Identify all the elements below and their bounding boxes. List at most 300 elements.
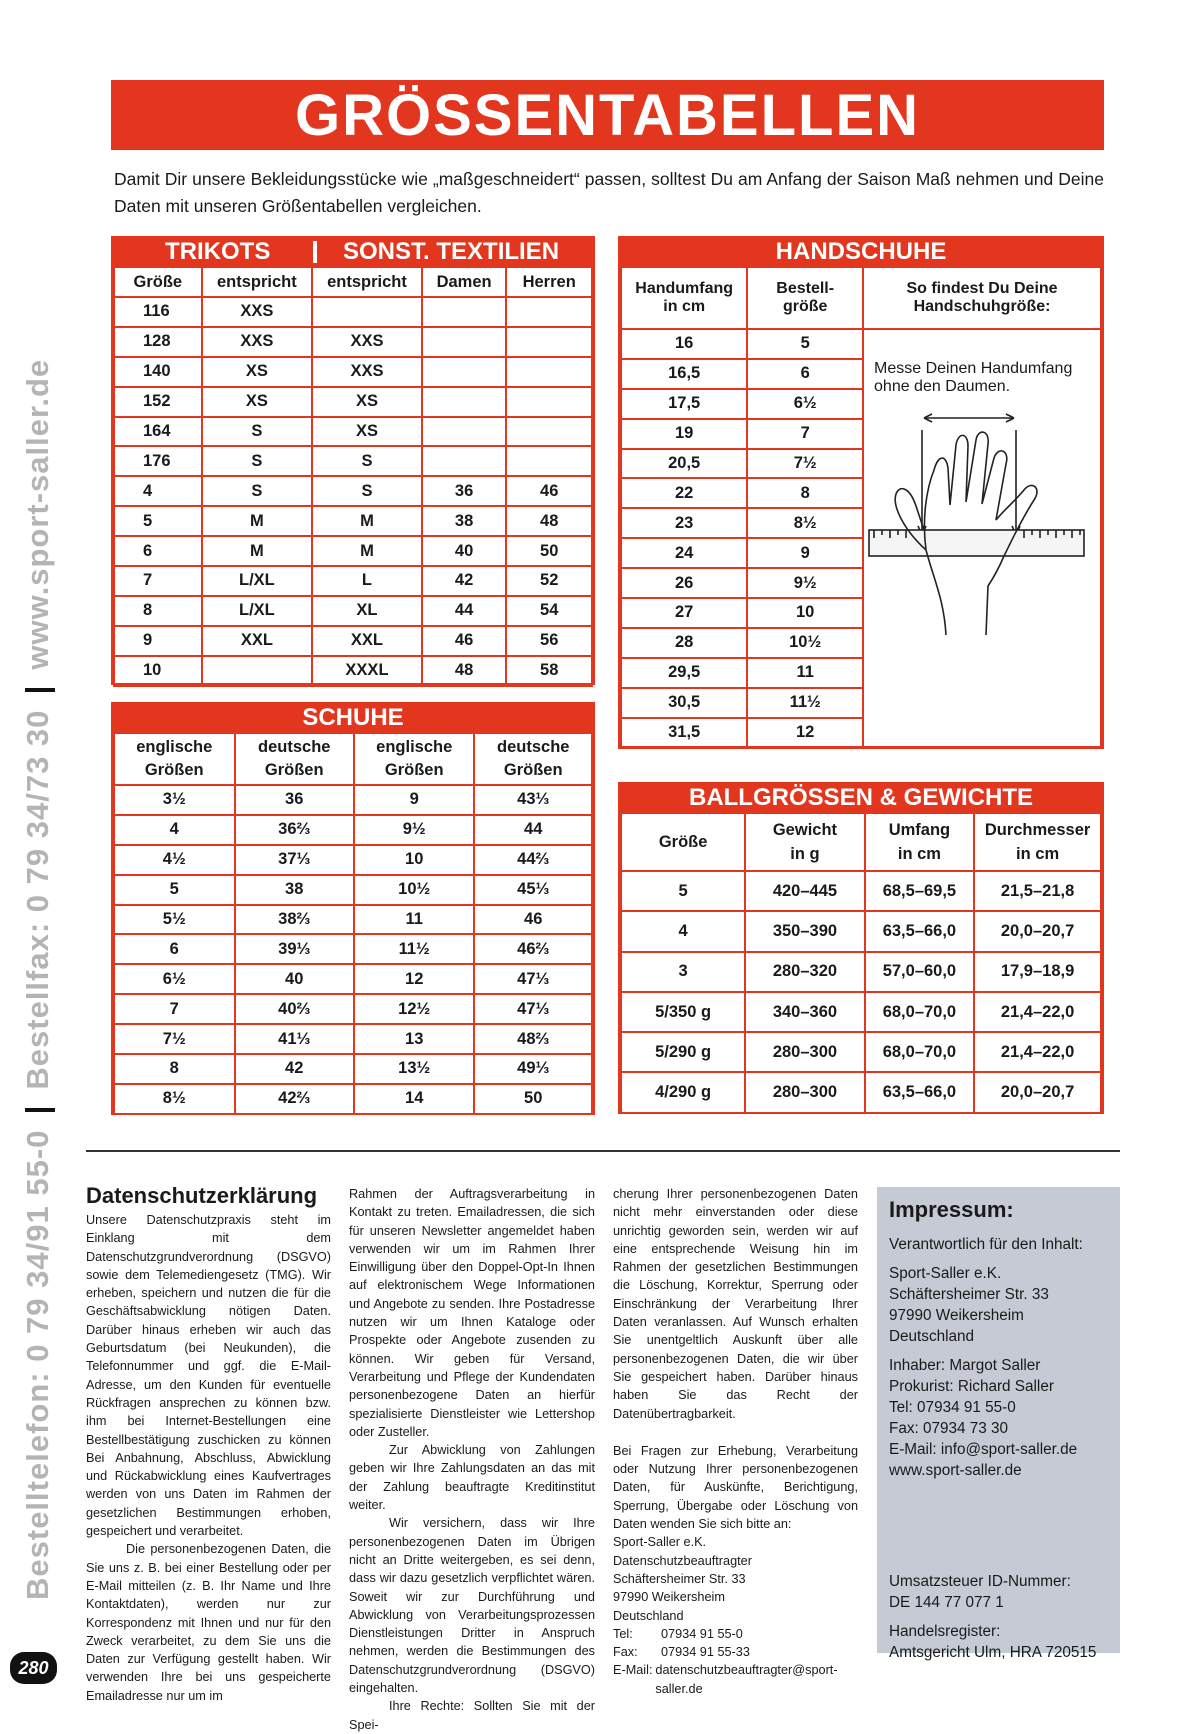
table-cell: 20,5 [621,449,747,479]
table-cell [422,446,507,476]
fax-label: Fax: [613,1645,638,1660]
header-line: Größen [264,761,324,779]
table-cell: 37⅓ [235,845,354,875]
table-cell: 28 [621,628,747,658]
table-cell: 46 [474,905,592,935]
table-cell: 21,4–22,0 [974,992,1101,1032]
table-cell: M [312,536,422,566]
table-cell [202,656,313,686]
header-line: größe [782,298,828,315]
hr-value: Amtsgericht Ulm, HRA 720515 [889,1644,1097,1661]
table-row [114,417,592,447]
table-cell: 44 [474,815,592,845]
table-cell: 280–300 [745,1072,864,1112]
ust-label: Umsatzsteuer ID-Nummer: [889,1573,1071,1590]
schuhe-table-box [111,702,595,1115]
table-cell: 63,5–66,0 [865,911,975,951]
table-cell: 7 [747,419,863,449]
table-cell: 7 [114,994,235,1024]
table-cell: XS [312,387,422,417]
table-cell: 68,0–70,0 [865,1032,975,1072]
paragraph: Ihre Rechte: Sollten Sie mit der Spei- [349,1699,595,1732]
table-row [621,952,1101,992]
table-cell: 19 [621,419,747,449]
table-cell: 10 [354,845,475,875]
table-cell: 48 [506,506,592,536]
table-row [114,536,592,566]
table-cell: M [202,506,313,536]
tel-label: Tel: [613,1626,633,1641]
table-cell: S [202,446,313,476]
trikots-table-box [111,236,595,685]
table-cell: 5½ [114,905,235,935]
table-cell [422,327,507,357]
table-cell: 3 [621,952,745,992]
table-cell [506,327,592,357]
paragraph: Rahmen der Auftragsverarbeitung in Kontakt zu treten. Emailadressen, die sich für unseren Newsletter angemeldet haben verwenden wir um im Rahmen Ihrer Einwilligung über den Doppel-Opt-In Ihnen auf elektronischem Wege Informationen und Angebote zu senden. Ihre Postadresse nutzen wir um Ihnen Kataloge oder Prospekte oder Angebote zusenden zu können. Wir geben für Versand, Verarbeitung und Pflege der Kundendaten personenbezogene Daten an hierfür spezialisierte Dienstleister wie Lettershop oder Zusteller. [349,1187,595,1439]
table-cell: XXS [312,327,422,357]
impressum-title: Impressum: [889,1197,1014,1222]
table-cell: S [202,476,313,506]
table-cell: 57,0–60,0 [865,952,975,992]
side-web: www.sport-saller.de [20,358,55,670]
table-cell: 4 [114,476,202,506]
header-line: in cm [897,845,941,863]
howto-line: ohne den Daumen. [874,378,1011,395]
contact-line: Schäftersheimer Str. 33 [613,1571,746,1586]
table-cell: 16 [621,329,747,359]
table-cell: 16,5 [621,359,747,389]
table-row [114,626,592,656]
datenschutz-column-1 [86,1211,331,1705]
column-header [114,733,235,785]
table-cell: 12 [354,964,475,994]
table-cell: 280–320 [745,952,864,992]
table-cell: 340–360 [745,992,864,1032]
column-header: entspricht [202,267,313,297]
table-cell: XXXL [312,656,422,686]
datenschutz-column-3 [613,1185,858,1698]
table-cell: 50 [474,1084,592,1114]
table-row [621,1072,1101,1112]
table-row [114,875,592,905]
table-cell: 6 [747,359,863,389]
tel-value: 07934 91 55-0 [661,1626,743,1641]
table-cell: 8½ [114,1084,235,1114]
column-header: Herren [506,267,592,297]
trikots-title: TRIKOTS [165,238,271,265]
header-line: Handschuhgröße: [913,298,1051,315]
header-line: englische [376,738,453,756]
table-cell: 9 [114,626,202,656]
table-cell: 7 [114,566,202,596]
table-cell: 5 [621,871,745,911]
ball-table [620,812,1102,1114]
table-cell: 36 [422,476,507,506]
table-row [114,815,592,845]
contact-line: Prokurist: Richard Saller [889,1378,1054,1395]
table-row [114,785,592,815]
table-cell: 48 [422,656,507,686]
table-cell [506,417,592,447]
header-line: deutsche [497,738,570,756]
header-line: deutsche [258,738,331,756]
table-cell: 4 [114,815,235,845]
table-cell: 46 [506,476,592,506]
table-row [114,1084,592,1114]
table-cell: 8 [114,1054,235,1084]
table-cell: 17,9–18,9 [974,952,1101,992]
header-line: Größen [503,761,563,779]
table-cell: 12½ [354,994,475,1024]
header-line: Bestell- [776,280,835,297]
table-row [114,357,592,387]
contact-line: Sport-Saller e.K. [613,1535,707,1550]
contact-line: Tel: 07934 91 55-0 [889,1399,1016,1416]
table-cell: 164 [114,417,202,447]
table-cell: 140 [114,357,202,387]
impressum-address [889,1263,1108,1347]
table-cell: 4½ [114,845,235,875]
table-cell: 9½ [354,815,475,845]
table-row [114,934,592,964]
trikots-header [113,238,593,266]
hand-measure-illustration [864,410,1089,650]
paragraph: Wir versichern, dass wir Ihre personenbezogenen Daten im Übrigen nicht an Dritte weitergeben, es sei denn, dass wir dazu gesetzlich verpflichtet wären. Soweit wir zur Durchführung und Abwicklung von Verarbeitungsprozessen Dienstleistungen Dritter in Anspruch nehmen, werden die Bestimmungen des Datenschutzgrundverordnung (DSGVO) eingehalten. [349,1516,595,1696]
table-row [114,905,592,935]
table-cell: XXS [202,327,313,357]
table-cell: 54 [506,596,592,626]
table-row [114,327,592,357]
table-cell: 40 [235,964,354,994]
ball-table-box [618,782,1104,1114]
table-row [114,656,592,686]
handschuhe-title: HANDSCHUHE [620,238,1102,266]
table-row [114,566,592,596]
table-row [621,992,1101,1032]
contact-line: Inhaber: Margot Saller [889,1357,1041,1374]
schuhe-title: SCHUHE [113,704,593,732]
table-cell [422,387,507,417]
table-cell: 45⅓ [474,875,592,905]
header-line: Größen [144,761,204,779]
column-header [865,813,975,871]
header-line: Größe [658,833,708,851]
table-cell: 68,0–70,0 [865,992,975,1032]
column-header [974,813,1101,871]
table-cell: 6 [114,536,202,566]
table-row [621,1032,1101,1072]
fax-value: 07934 91 55-33 [661,1645,750,1660]
header-line: Größen [384,761,444,779]
table-cell: 48⅔ [474,1024,592,1054]
table-cell [506,446,592,476]
mail-line [613,1661,858,1698]
table-cell: 9 [354,785,475,815]
table-cell: 128 [114,327,202,357]
table-cell: 10 [747,598,863,628]
table-cell: 56 [506,626,592,656]
table-row [114,1054,592,1084]
table-cell: 5 [114,506,202,536]
address-line: 97990 Weikersheim [889,1307,1024,1324]
table-cell: XXL [312,626,422,656]
table-row [621,871,1101,911]
table-cell: 6 [114,934,235,964]
column-header [621,813,745,871]
address-line: Schäftersheimer Str. 33 [889,1286,1049,1303]
contact-line: Deutschland [613,1608,684,1623]
table-cell: 4 [621,911,745,951]
website-link[interactable]: www.sport-saller.de [889,1462,1022,1479]
table-cell: 36 [235,785,354,815]
separator [25,688,55,692]
table-cell: 49⅓ [474,1054,592,1084]
table-row [114,845,592,875]
table-cell: 11 [747,658,863,688]
table-cell: 26 [621,568,747,598]
separator [25,1108,55,1112]
table-cell: 31,5 [621,718,747,748]
table-cell: S [202,417,313,447]
side-fax: Bestellfax: 0 79 34/73 30 [20,709,55,1090]
table-cell: 6½ [114,964,235,994]
howto-cell [863,329,1101,747]
table-row [621,329,1101,359]
table-cell: 43⅓ [474,785,592,815]
table-cell: 9 [747,538,863,568]
email-link[interactable]: E-Mail: info@sport-saller.de [889,1441,1078,1458]
impressum-hr [889,1621,1108,1663]
header-line: englische [136,738,213,756]
table-cell [506,297,592,327]
table-cell: 52 [506,566,592,596]
table-cell: 63,5–66,0 [865,1072,975,1112]
table-cell: XS [202,357,313,387]
table-cell: 44⅔ [474,845,592,875]
table-row [114,476,592,506]
table-cell: 11 [354,905,475,935]
paragraph: Bei Fragen zur Erhebung, Verarbeitung oder Nutzung Ihrer personenbezogenen Daten, für Auskünfte, Berichtigung, Sperrung, Übergabe oder Löschung von Daten wenden Sie sich bitte an: [613,1443,858,1532]
header-line: Durchmesser [984,821,1091,839]
page-number: 280 [10,1652,57,1684]
table-cell: 38 [235,875,354,905]
table-row [114,446,592,476]
table-row [114,964,592,994]
table-cell: 42 [422,566,507,596]
table-cell: 3½ [114,785,235,815]
table-cell: 38 [422,506,507,536]
table-cell: 7½ [747,449,863,479]
table-cell: 8 [114,596,202,626]
paragraph: Die personenbezogenen Daten, die Sie uns z. B. bei einer Bestellung oder per E-Mail mitteilen (z. B. Ihr Name und Ihre Kontaktdaten), werden nur zur Korrespondenz mit Ihnen und nur für den Zweck verarbeitet, zu dem Sie uns die Daten zur Verfügung gestellt haben. Wir verwenden Ihre bei uns gespeicherte Emailadresse nur um im [86,1542,331,1703]
table-cell: 68,5–69,5 [865,871,975,911]
table-cell: 46⅔ [474,934,592,964]
table-cell: 6½ [747,389,863,419]
table-cell: 38⅔ [235,905,354,935]
table-cell: 41⅓ [235,1024,354,1054]
table-cell [422,297,507,327]
datenschutz-column-2 [349,1185,595,1734]
table-cell: 7½ [114,1024,235,1054]
table-cell: 47⅓ [474,994,592,1024]
table-cell: 350–390 [745,911,864,951]
handschuhe-table [620,266,1102,748]
paragraph: Zur Abwicklung von Zahlungen geben wir Ihre Zahlungsdaten an das mit der Zahlung beauftragte Kreditinstitut weiter. [349,1443,595,1513]
table-row [114,297,592,327]
header-line: in cm [1016,845,1060,863]
table-cell: 420–445 [745,871,864,911]
table-cell: 21,5–21,8 [974,871,1101,911]
table-cell: XS [312,417,422,447]
column-header [747,267,863,329]
column-header [863,267,1101,329]
table-cell: 40⅔ [235,994,354,1024]
schuhe-table [113,732,593,1115]
impressum-box [877,1187,1120,1661]
address-line: Deutschland [889,1328,975,1345]
column-header: Damen [422,267,507,297]
table-cell: 58 [506,656,592,686]
impressum-contacts [889,1355,1108,1481]
fax-line [613,1643,858,1661]
table-row [114,1024,592,1054]
howto-line: Messe Deinen Handumfang [874,360,1073,377]
column-header [235,733,354,785]
table-cell: 29,5 [621,658,747,688]
table-cell: 20,0–20,7 [974,911,1101,951]
table-cell: S [312,476,422,506]
header-line: in cm [663,298,706,315]
column-header [745,813,864,871]
contact-line: 97990 Weikersheim [613,1590,725,1605]
side-phone: Bestelltelefon: 0 79 34/91 55-0 [20,1129,55,1600]
table-cell: L/XL [202,566,313,596]
header-line: Umfang [888,821,951,839]
contact-line: Fax: 07934 73 30 [889,1420,1009,1437]
table-cell: XL [312,596,422,626]
table-cell [422,357,507,387]
datenschutz-title: Datenschutzerklärung [86,1183,318,1208]
paragraph: Unsere Datenschutzpraxis steht im Einklang mit dem Datenschutzgrundverordnung (DSGVO) sowie dem Telemediengesetz (TMG). Wir erheben, speichern und nutzen die für die Geschäftsabwicklung nötigen Daten. Darüber hinaus erheben wir auch das Geburtsdatum (bei Neukunden), die Telefonnummer und ggf. die E-Mail-Adresse, um den Kunden für eventuelle Rückfragen ansprechen zu können bzw. ihm bei Internet-Bestellungen eine Bestellbestätigung zuschicken zu können Bei Anbahnung, Abschluss, Abwicklung und Rückabwicklung eines Kaufvertrages werden von uns Daten im Rahmen der gesetzlichen Bestimmungen erhoben, gespeichert und verarbeitet. [86,1213,331,1539]
table-row [621,911,1101,951]
table-cell [312,297,422,327]
table-cell: 5/290 g [621,1032,745,1072]
hr-label: Handelsregister: [889,1623,1001,1640]
table-cell: 5 [747,329,863,359]
table-cell: 10½ [747,628,863,658]
contact-line: Datenschutzbeauftragter [613,1553,752,1568]
address-line: Sport-Saller e.K. [889,1265,1002,1282]
impressum-ust [889,1571,1108,1613]
table-cell: 13 [354,1024,475,1054]
table-cell: XXS [312,357,422,387]
table-cell: 24 [621,538,747,568]
table-cell: 10½ [354,875,475,905]
table-cell: M [312,506,422,536]
table-cell: 5 [114,875,235,905]
column-header: entspricht [312,267,422,297]
ball-title: BALLGRÖSSEN & GEWICHTE [620,784,1102,812]
table-cell: 17,5 [621,389,747,419]
table-cell: XXS [202,297,313,327]
table-cell: S [312,446,422,476]
paragraph: cherung Ihrer personenbezogenen Daten nicht mehr einverstanden oder diese unrichtig geworden sein, werden wir auf eine entsprechende Weisung hin im Rahmen der gesetzlichen Bestimmungen die Löschung, Korrektur, Sperrung oder Einschränkung der Verarbeitung Ihrer Daten veranlassen. Auf Wunsch erhalten Sie unentgeltlich Auskunft über alle personenbezogenen Daten, die wir über Sie gespeichert haben. Darüber hinaus haben Sie das Recht der Datenübertragbarkeit. [613,1187,858,1421]
table-cell: 36⅔ [235,815,354,845]
table-cell: 11½ [747,688,863,718]
table-cell: 40 [422,536,507,566]
table-cell: XS [202,387,313,417]
table-cell: M [202,536,313,566]
table-cell: 280–300 [745,1032,864,1072]
table-cell: 44 [422,596,507,626]
column-header [474,733,592,785]
table-cell: 152 [114,387,202,417]
table-cell: 4/290 g [621,1072,745,1112]
table-cell: 50 [506,536,592,566]
table-cell: 116 [114,297,202,327]
table-cell: 39⅓ [235,934,354,964]
table-cell [422,417,507,447]
table-cell: 47⅓ [474,964,592,994]
table-cell: 30,5 [621,688,747,718]
table-row [114,596,592,626]
table-cell: 11½ [354,934,475,964]
mail-label: E-Mail: [613,1663,653,1678]
table-cell: 176 [114,446,202,476]
table-row [114,994,592,1024]
header-line: in g [790,845,820,863]
table-cell: XXL [202,626,313,656]
table-cell: 22 [621,478,747,508]
table-cell: 23 [621,508,747,538]
table-cell: 42⅔ [235,1084,354,1114]
mail-value[interactable]: datenschutzbeauftragter@sport-saller.de [655,1663,838,1696]
trikots-table [113,266,593,687]
column-header [621,267,747,329]
table-cell: 14 [354,1084,475,1114]
table-cell: 20,0–20,7 [974,1072,1101,1112]
table-cell: 5/350 g [621,992,745,1032]
textilien-title: SONST. TEXTILIEN [343,238,560,265]
table-cell: 8 [747,478,863,508]
title-divider [313,241,317,263]
table-cell: 21,4–22,0 [974,1032,1101,1072]
table-cell: 8½ [747,508,863,538]
impressum-verantwortlich: Verantwortlich für den Inhalt: [889,1236,1083,1253]
side-contact-strip [14,140,62,1600]
column-header: Größe [114,267,202,297]
header-line: Gewicht [772,821,838,839]
table-row [114,387,592,417]
table-cell: 10 [114,656,202,686]
table-cell: 12 [747,718,863,748]
table-cell: L/XL [202,596,313,626]
table-cell: 9½ [747,568,863,598]
table-cell: 42 [235,1054,354,1084]
handschuhe-table-box [618,236,1104,749]
intro-text: Damit Dir unsere Bekleidungsstücke wie „maßgeschneidert“ passen, solltest Du am Anfang der Saison Maß nehmen und Deine Daten mit unseren Größentabellen vergleichen. [114,169,1104,216]
divider-line [86,1150,1120,1152]
page-title: GRÖSSENTABELLEN [111,80,1104,150]
table-cell [506,357,592,387]
table-cell: 27 [621,598,747,628]
ust-value: DE 144 77 077 1 [889,1594,1004,1611]
header-line: Handumfang [635,280,734,297]
table-row [114,506,592,536]
table-cell [506,387,592,417]
table-cell: L [312,566,422,596]
